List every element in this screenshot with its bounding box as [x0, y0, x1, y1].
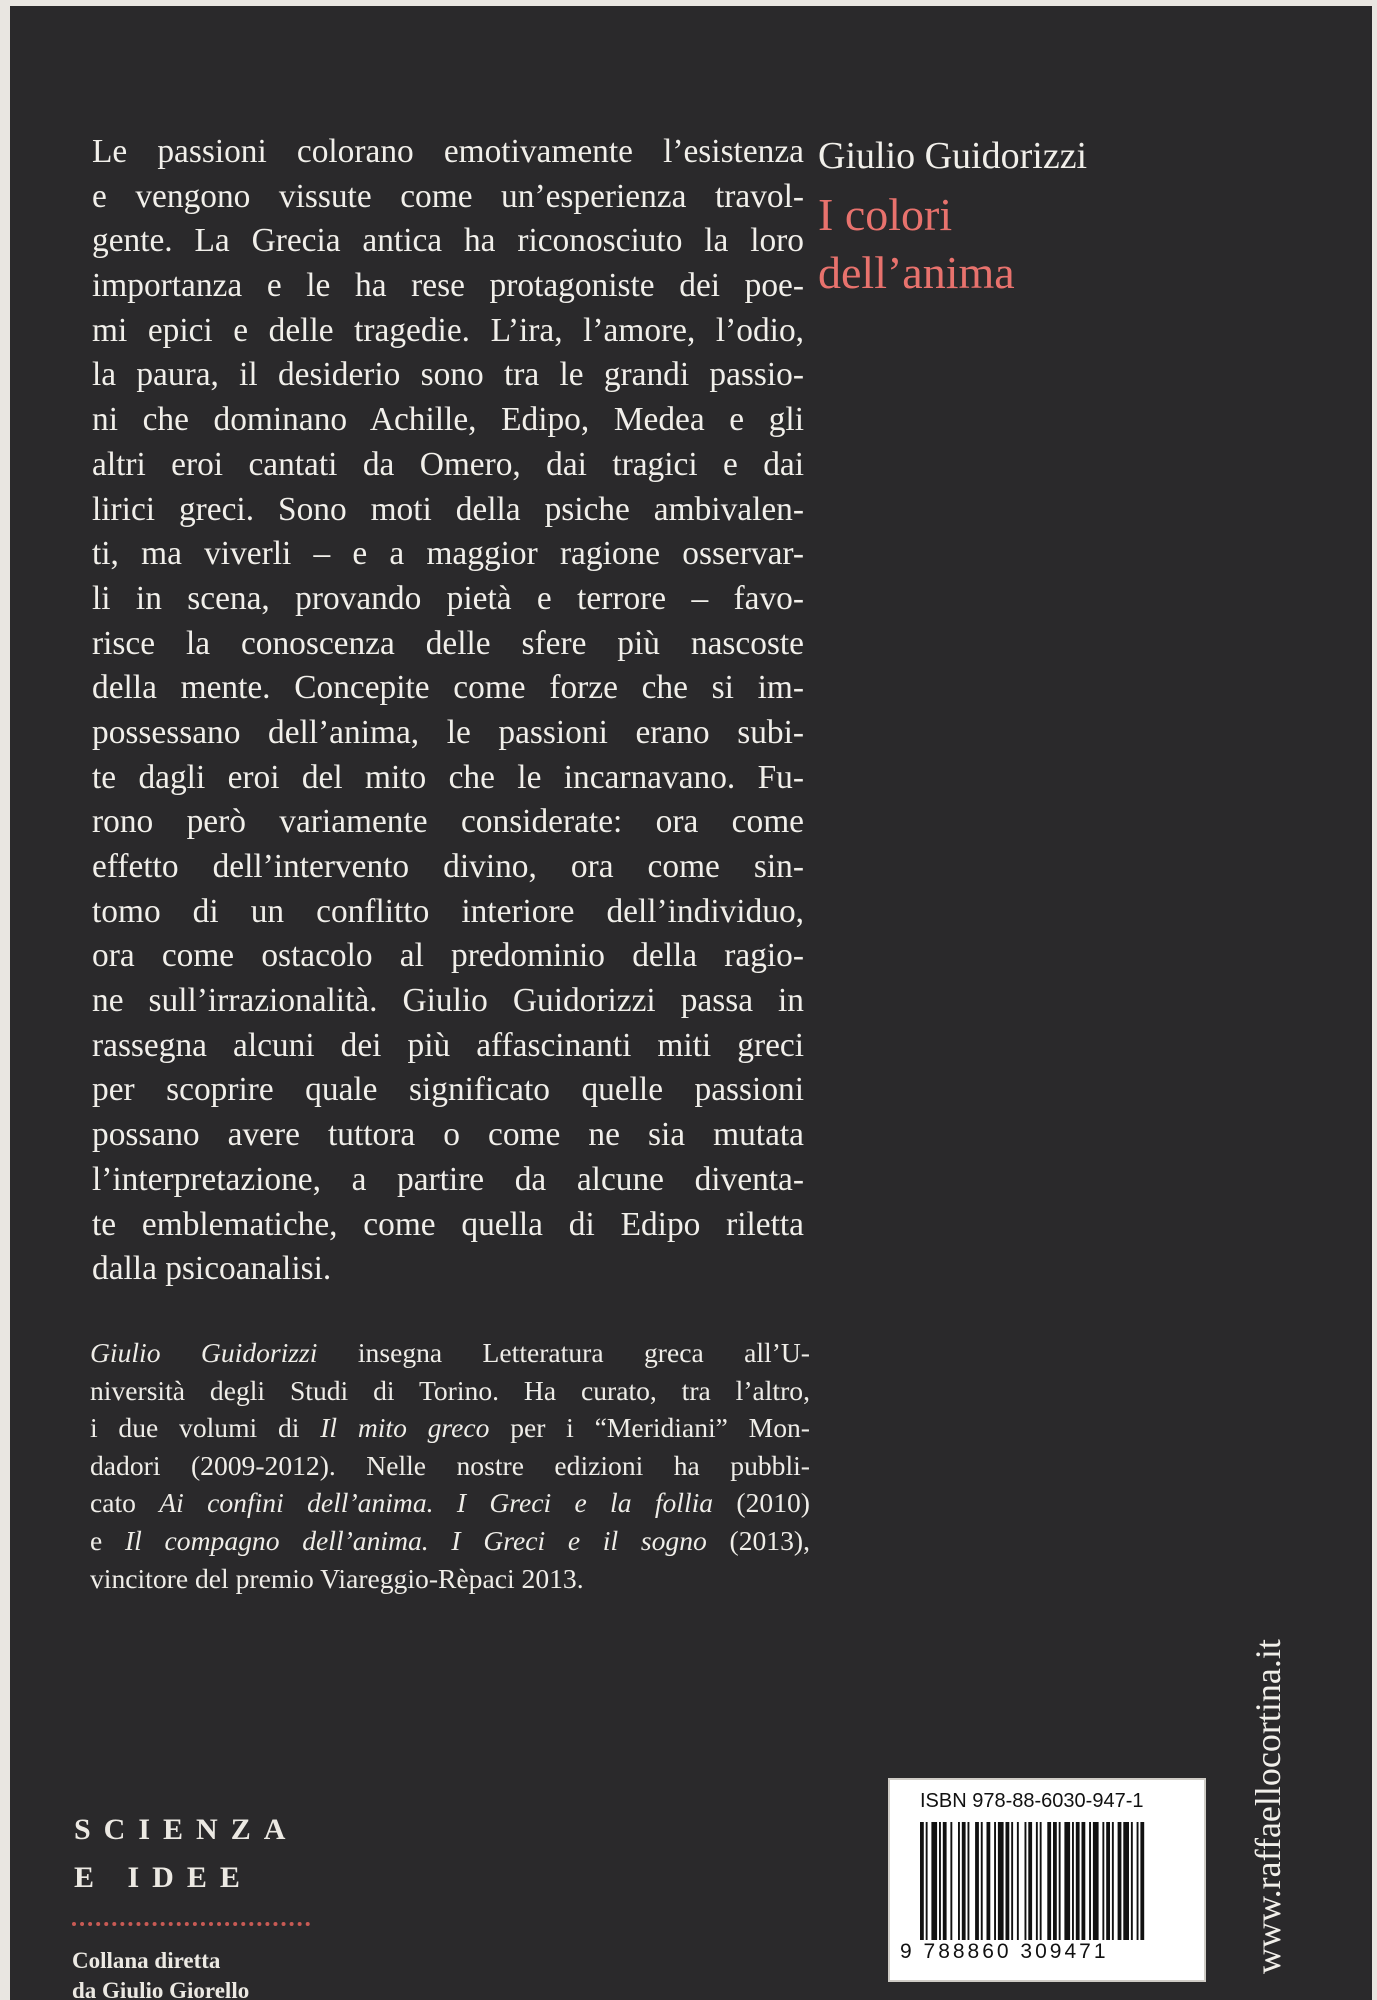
blurb-line: ni che dominano Achille, Edipo, Medea e gli [92, 401, 804, 439]
barcode-bar [975, 1822, 979, 1940]
blurb-line: risce la conoscenza delle sfere più nascoste [92, 624, 804, 662]
bio-book-title: Il compagno dell’anima. I Greci e il sogno [124, 1524, 707, 1556]
barcode-bar [1006, 1822, 1010, 1940]
blurb-line: rono però variamente considerate: ora come [92, 803, 804, 841]
blurb-line: tomo di un conflitto interiore dell’individuo, [92, 892, 804, 930]
blurb-line: possessano dell’anima, le passioni erano subi- [92, 713, 804, 751]
barcode-bar [1017, 1822, 1019, 1940]
barcode-bar [950, 1822, 952, 1940]
barcode-bar [981, 1822, 983, 1940]
barcode-digits: 9 788860 309471 [900, 1940, 1109, 1963]
barcode-bar [968, 1822, 970, 1940]
blurb-line: della mente. Concepite come forze che si im- [92, 669, 804, 707]
book-title [818, 186, 1015, 302]
barcode-bar [994, 1822, 996, 1940]
publisher-website: www.raffaellocortina.it [1248, 1639, 1288, 1974]
barcode-bar [920, 1822, 924, 1940]
barcode-bar [1047, 1822, 1051, 1940]
bio-line [90, 1484, 810, 1522]
blurb-line: lirici greci. Sono moti della psiche ambivalen- [92, 490, 804, 528]
barcode-bar [1076, 1822, 1080, 1940]
barcode-bar [1040, 1822, 1042, 1940]
barcode-bar [1028, 1822, 1032, 1940]
bio-text: (2013), [706, 1524, 810, 1556]
barcode-bar [1123, 1822, 1129, 1940]
bio-line: dadori (2009-2012). Nelle nostre edizioni ha pubbli- [90, 1449, 810, 1481]
bio-line: vincitore del premio Viareggio-Rèpaci 2013. [90, 1562, 584, 1594]
book-title-line: dell’anima [818, 247, 1015, 298]
barcode-bar [998, 1822, 1004, 1940]
author-bio [90, 1334, 810, 1597]
blurb-line: possano avere tuttora o come ne sia mutata [92, 1116, 804, 1154]
barcode-bar [943, 1822, 947, 1940]
barcode-bar [1106, 1822, 1110, 1940]
barcode-bar [1140, 1822, 1144, 1940]
barcode-bar [931, 1822, 937, 1940]
blurb-text [92, 130, 804, 1292]
barcode-bar [987, 1822, 991, 1940]
collana-text [72, 1946, 249, 2000]
bio-book-title: Ai confini dell’anima. I Greci e la follia [159, 1487, 714, 1519]
barcode-bars [920, 1822, 1182, 1940]
blurb-line: altri eroi cantati da Omero, dai tragici e dai [92, 445, 804, 483]
isbn-text: ISBN 978-88-6030-947-1 [920, 1790, 1144, 1812]
bio-text: cato [90, 1487, 160, 1519]
blurb-line: Le passioni colorano emotivamente l’esistenza [92, 133, 804, 170]
barcode-bar [1118, 1822, 1122, 1940]
blurb-line: ora come ostacolo al predominio della ragio- [92, 937, 804, 975]
barcode-bar [939, 1822, 941, 1940]
blurb-line: ne sull’irrazionalità. Giulio Guidorizzi passa in [92, 982, 804, 1020]
barcode-bar [1112, 1822, 1114, 1940]
barcode-bar [1011, 1822, 1013, 1940]
barcode-bar [1089, 1822, 1091, 1940]
barcode-bar [1082, 1822, 1086, 1940]
blurb-line: l’interpretazione, a partire da alcune diventa- [92, 1160, 804, 1198]
series-line: E IDEE [74, 1861, 253, 1894]
bio-text: i due volumi di [90, 1412, 321, 1444]
blurb-line: e vengono vissute come un’esperienza travol- [92, 177, 804, 215]
blurb-line: importanza e le ha rese protagoniste dei poe- [92, 267, 804, 305]
bio-text: insegna Letteratura greca all’U- [317, 1337, 810, 1368]
bio-line: niversità degli Studi di Torino. Ha curato, tra l’altro, [90, 1374, 810, 1406]
book-title-line: I colori [818, 189, 953, 240]
blurb-line: per scoprire quale significato quelle passioni [92, 1071, 804, 1109]
barcode-bar [1053, 1822, 1057, 1940]
barcode-label [888, 1778, 1206, 1982]
barcode-bar [1093, 1822, 1099, 1940]
bio-line [90, 1409, 810, 1447]
barcode-bar [962, 1822, 966, 1940]
blurb-line: li in scena, provando pietà e terrore – favo- [92, 579, 804, 617]
author-name: Giulio Guidorizzi [818, 135, 1088, 177]
barcode-bar [1025, 1822, 1027, 1940]
blurb-line: ti, ma viverli – e a maggior ragione osservar- [92, 535, 804, 573]
dotted-divider [72, 1922, 310, 1926]
bio-text: (2010) [713, 1487, 810, 1519]
bio-text: per i “Meridiani” Mon- [489, 1412, 810, 1444]
blurb-line: dalla psicoanalisi. [92, 1250, 332, 1288]
blurb-line: te dagli eroi del mito che le incarnavano. Fu- [92, 758, 804, 796]
book-back-cover [10, 6, 1372, 2000]
collana-line: da Giulio Giorello [72, 1978, 250, 2000]
blurb-line: te emblematiche, come quella di Edipo riletta [92, 1205, 804, 1243]
blurb-line: gente. La Grecia antica ha riconosciuto la loro [92, 222, 804, 260]
series-line: SCIENZA [74, 1813, 299, 1846]
series-name [74, 1806, 298, 1902]
blurb-line: rassegna alcuni dei più affascinanti miti greci [92, 1026, 804, 1064]
bio-line [90, 1522, 810, 1560]
bio-line [90, 1334, 810, 1372]
bio-text: e [90, 1524, 125, 1556]
bio-author-name: Giulio Guidorizzi [90, 1337, 318, 1368]
barcode-bar [1131, 1822, 1133, 1940]
collana-line: Collana diretta [72, 1948, 221, 1973]
barcode-bar [1072, 1822, 1074, 1940]
barcode-bar [958, 1822, 960, 1940]
barcode-bar [1137, 1822, 1139, 1940]
barcode-bar [1036, 1822, 1038, 1940]
blurb-line: effetto dell’intervento divino, ora come sin- [92, 848, 804, 885]
blurb-line: la paura, il desiderio sono tra le grandi passio- [92, 356, 804, 394]
bio-book-title: Il mito greco [320, 1412, 490, 1444]
blurb-line: mi epici e delle tragedie. L’ira, l’amore, l’odio, [92, 311, 804, 349]
barcode-bar [926, 1822, 928, 1940]
barcode-bar [1059, 1822, 1061, 1940]
barcode-bar [1064, 1822, 1070, 1940]
barcode-bar [1102, 1822, 1104, 1940]
